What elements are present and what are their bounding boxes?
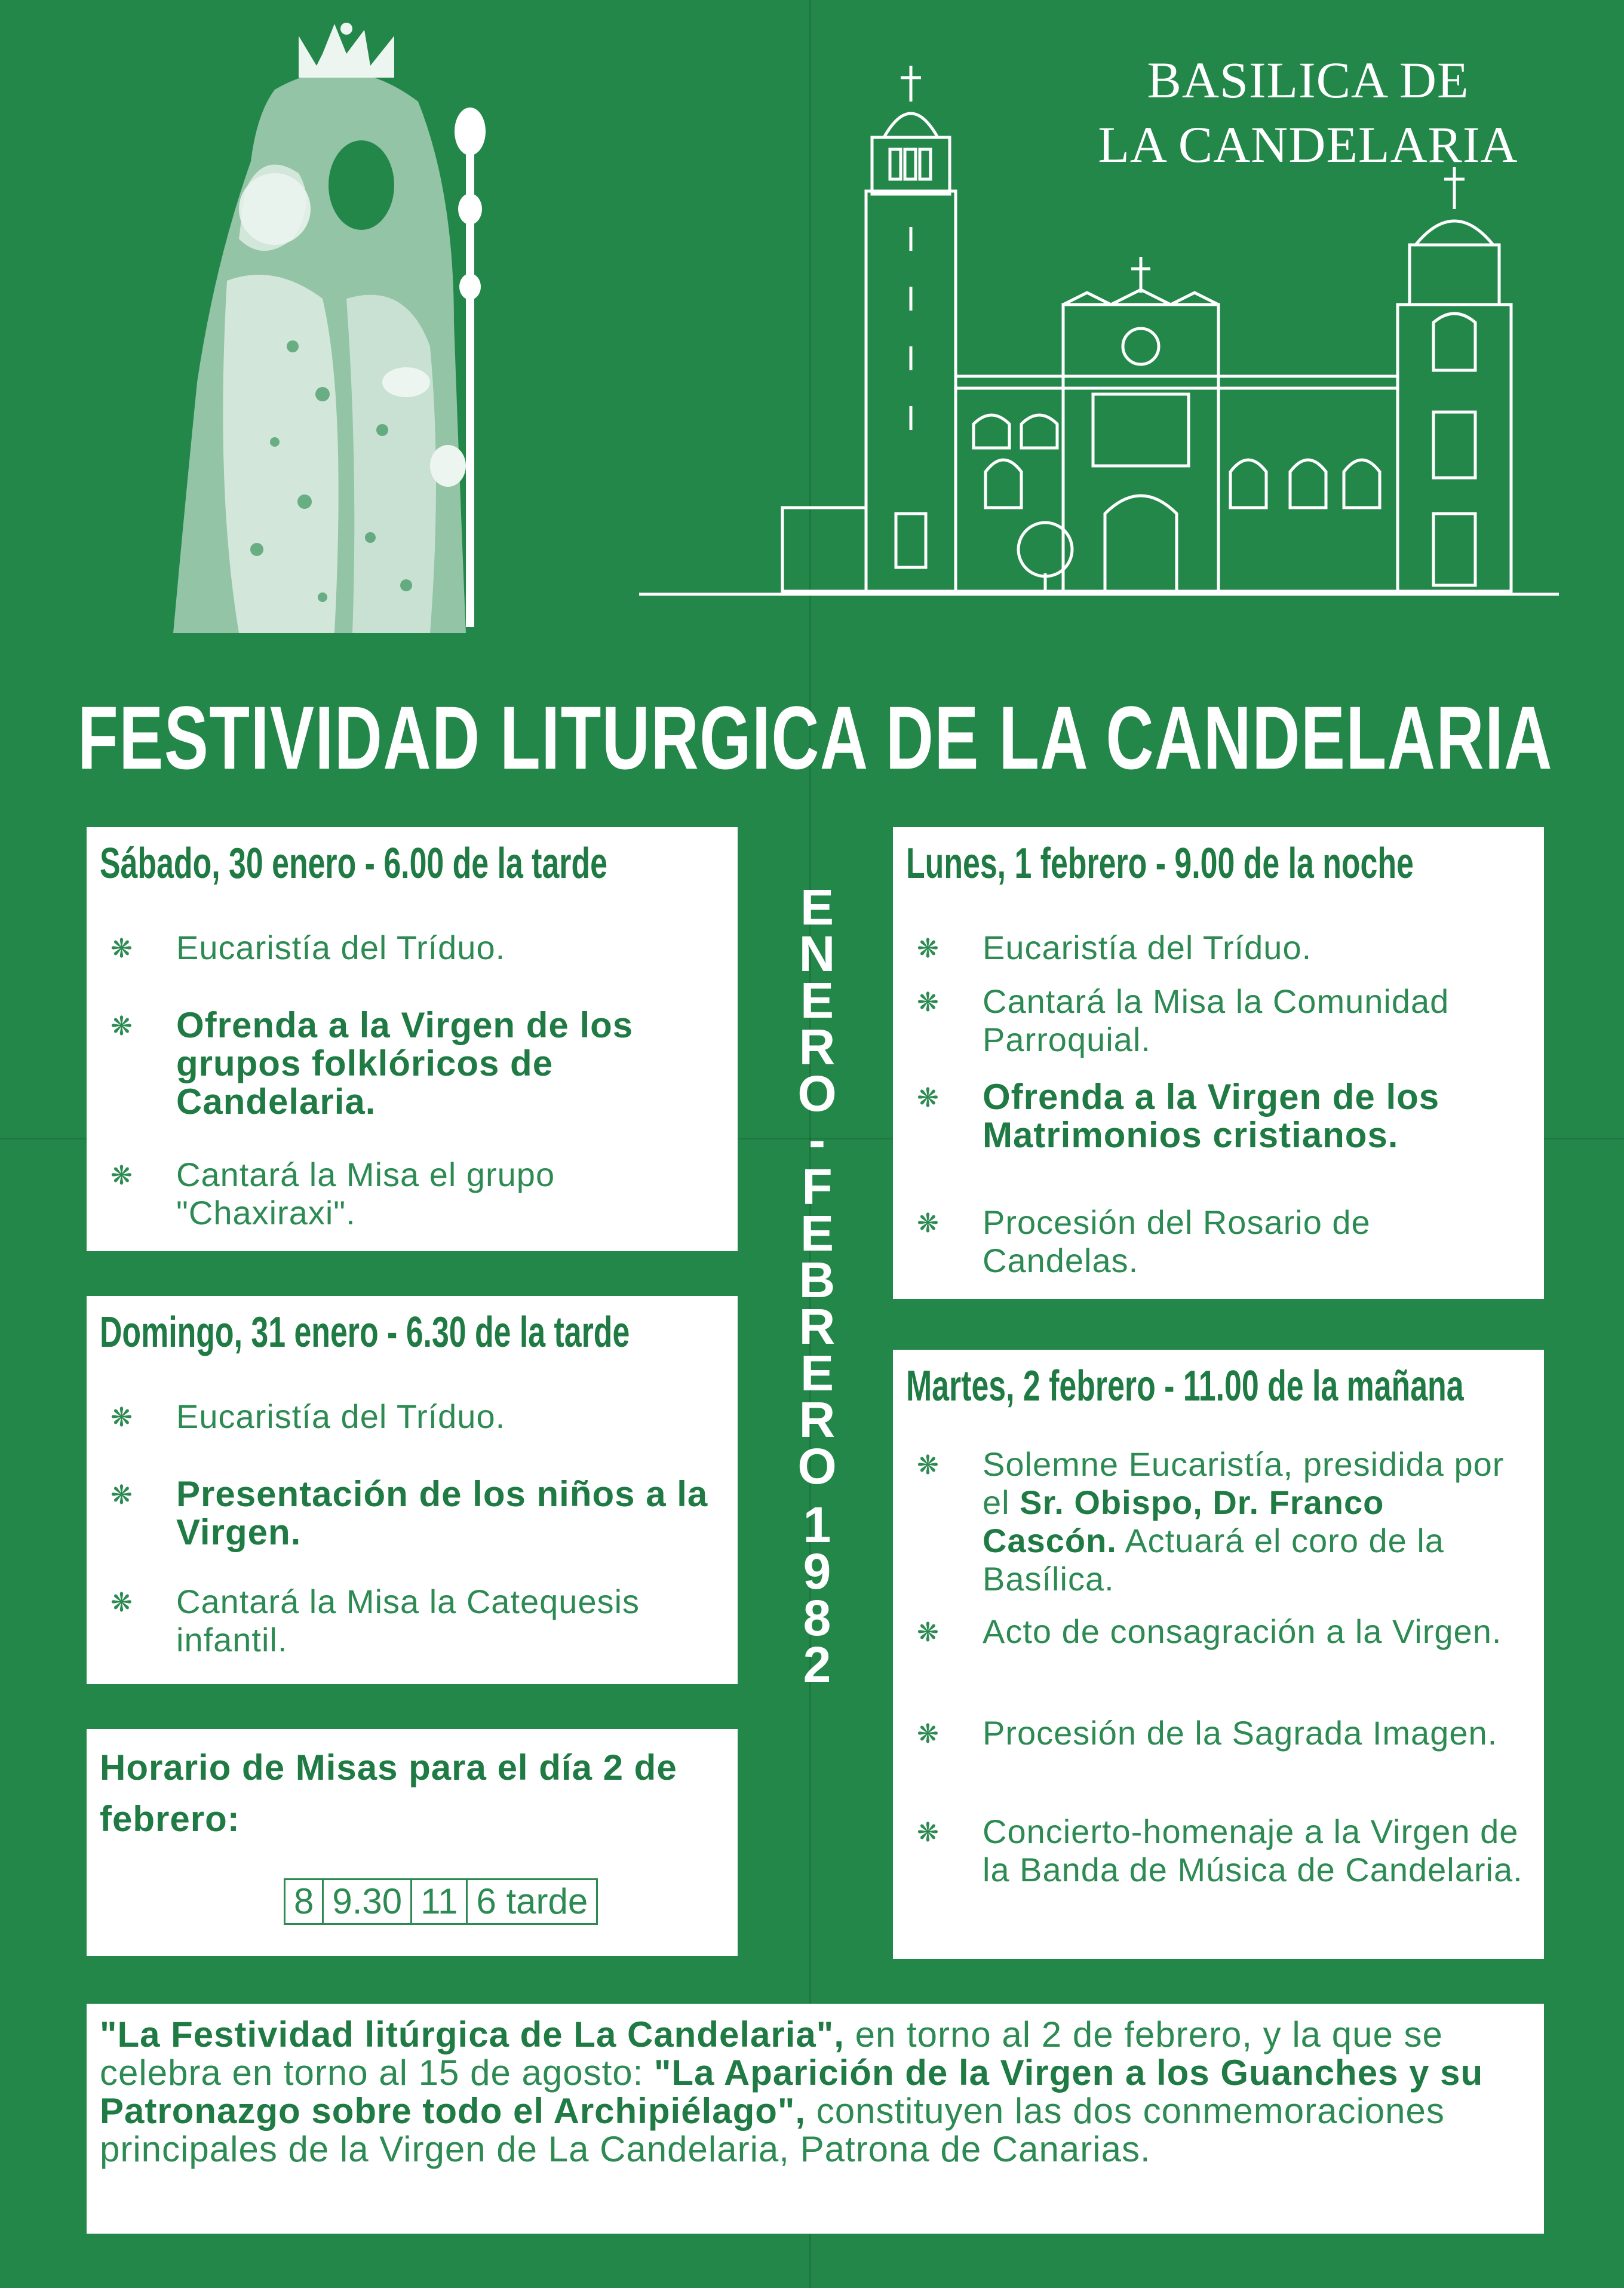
saturday-item — [110, 929, 720, 967]
sunday-item-text: Eucaristía del Tríduo. — [176, 1398, 506, 1435]
tuesday-item — [917, 1813, 1526, 1889]
tuesday-item-text — [983, 1445, 1526, 1598]
date-letter: R — [799, 1392, 836, 1448]
monday-item — [917, 982, 1526, 1059]
tuesday-item-text: Acto de consagración a la Virgen. — [983, 1613, 1502, 1650]
monday-item — [917, 1203, 1526, 1280]
tuesday-item-text: Concierto-homenaje a la Virgen de la Banda de Música de Candelaria. — [983, 1813, 1523, 1888]
asterisk-icon: ❋ — [110, 934, 133, 963]
sunday-item — [110, 1475, 720, 1552]
date-letter: O — [797, 1438, 837, 1494]
saturday-item-text: Cantará la Misa el grupo "Chaxiraxi". — [176, 1156, 555, 1231]
basilica-name-line1: BASILICA DE — [1147, 51, 1469, 109]
monday-box — [893, 827, 1544, 1299]
date-letter: R — [799, 1019, 836, 1075]
sunday-box — [87, 1296, 738, 1684]
sunday-item — [110, 1398, 720, 1436]
tuesday-item1-text-a: Solemne Eucaristía, presidida por el — [983, 1445, 1505, 1521]
tuesday-item — [917, 1714, 1526, 1752]
mass-times — [284, 1878, 598, 1925]
asterisk-icon: ❋ — [917, 1083, 940, 1113]
basilica-name — [1063, 48, 1553, 177]
tuesday-item1-text-c: Actuará el coro de la Basílica. — [983, 1522, 1444, 1598]
date-letter: E — [800, 879, 834, 935]
tuesday-heading: Martes, 2 febrero - 11.00 de la mañana — [906, 1362, 1464, 1410]
mass-schedule-box — [87, 1729, 738, 1956]
mass-time: 9.30 — [324, 1880, 412, 1923]
saturday-item-text: Ofrenda a la Virgen de los grupos folklóricos de Candelaria. — [176, 1005, 634, 1122]
date-letter: - — [809, 1112, 825, 1168]
date-letter: 8 — [803, 1590, 831, 1646]
asterisk-icon: ❋ — [917, 1451, 940, 1480]
asterisk-icon: ❋ — [917, 988, 940, 1017]
tuesday-item — [917, 1445, 1526, 1598]
date-letter: 2 — [803, 1636, 831, 1693]
asterisk-icon: ❋ — [917, 1209, 940, 1238]
saturday-item-text: Eucaristía del Tríduo. — [176, 929, 506, 966]
asterisk-icon: ❋ — [917, 1719, 940, 1749]
bishop-name: Sr. Obispo, Dr. Franco Cascón. — [983, 1484, 1384, 1559]
asterisk-icon: ❋ — [110, 1588, 133, 1617]
monday-item — [917, 1078, 1526, 1154]
footer-quote-2: "La Aparición de la Virgen a los Guanches y su Patronazgo sobre todo el Archipiélago", — [100, 2053, 1484, 2131]
monday-item-text: Cantará la Misa la Comunidad Parroquial. — [983, 982, 1450, 1058]
sunday-item — [110, 1583, 720, 1659]
footer-box — [87, 2004, 1544, 2234]
monday-heading: Lunes, 1 febrero - 9.00 de la noche — [906, 840, 1414, 887]
monday-item-text: Procesión del Rosario de Candelas. — [983, 1203, 1371, 1279]
sunday-heading: Domingo, 31 enero - 6.30 de la tarde — [100, 1309, 630, 1356]
sunday-item-text: Cantará la Misa la Catequesis infantil. — [176, 1583, 640, 1659]
saturday-item — [110, 1006, 720, 1121]
footer-text — [100, 2016, 1530, 2169]
date-letter: B — [799, 1252, 836, 1308]
date-letter: N — [799, 926, 836, 982]
sunday-item-text: Presentación de los niños a la Virgen. — [176, 1474, 708, 1552]
date-letter: F — [802, 1159, 833, 1215]
asterisk-icon: ❋ — [917, 1618, 940, 1647]
mass-time: 8 — [285, 1880, 324, 1923]
date-letter: E — [800, 1345, 834, 1401]
virgin-of-candelaria-image — [96, 12, 573, 645]
monday-item-text: Eucaristía del Tríduo. — [983, 929, 1312, 966]
asterisk-icon: ❋ — [110, 1012, 133, 1041]
asterisk-icon: ❋ — [110, 1481, 133, 1510]
saturday-box — [87, 827, 738, 1251]
date-letter: R — [799, 1298, 836, 1355]
monday-item — [917, 929, 1526, 967]
footer-text-2: en torno al 2 de febrero, y la que se celebra en torno al 15 de agosto: — [100, 2014, 1443, 2093]
footer-quote-1: "La Festividad litúrgica de La Candelaria", — [100, 2014, 845, 2054]
page-title: FESTIVIDAD LITURGICA DE LA CANDELARIA — [78, 687, 1553, 788]
saturday-heading: Sábado, 30 enero - 6.00 de la tarde — [100, 840, 607, 887]
saturday-item — [110, 1156, 720, 1232]
mass-time: 6 tarde — [476, 1881, 588, 1921]
tuesday-item-text: Procesión de la Sagrada Imagen. — [983, 1714, 1498, 1752]
asterisk-icon: ❋ — [917, 934, 940, 963]
mass-schedule-title: Horario de Misas para el día 2 de febrero: — [100, 1748, 677, 1839]
tuesday-item — [917, 1613, 1526, 1651]
asterisk-icon: ❋ — [110, 1161, 133, 1190]
mass-time: 11 — [412, 1880, 468, 1923]
vertical-date — [787, 879, 847, 1693]
date-letter: 9 — [803, 1543, 831, 1599]
tuesday-box — [893, 1350, 1544, 1959]
date-letter: O — [797, 1065, 837, 1122]
asterisk-icon: ❋ — [917, 1818, 940, 1847]
monday-item-text: Ofrenda a la Virgen de los Matrimonios cristianos. — [983, 1077, 1440, 1155]
date-letter: E — [800, 1205, 834, 1261]
asterisk-icon: ❋ — [110, 1403, 133, 1432]
date-letter: 1 — [803, 1497, 831, 1553]
footer-text-4: constituyen las dos conmemoraciones principales de la Virgen de La Candelaria, Patrona de Canarias. — [100, 2091, 1445, 2169]
date-letter: E — [800, 972, 834, 1028]
basilica-name-line2: LA CANDELARIA — [1098, 116, 1518, 173]
